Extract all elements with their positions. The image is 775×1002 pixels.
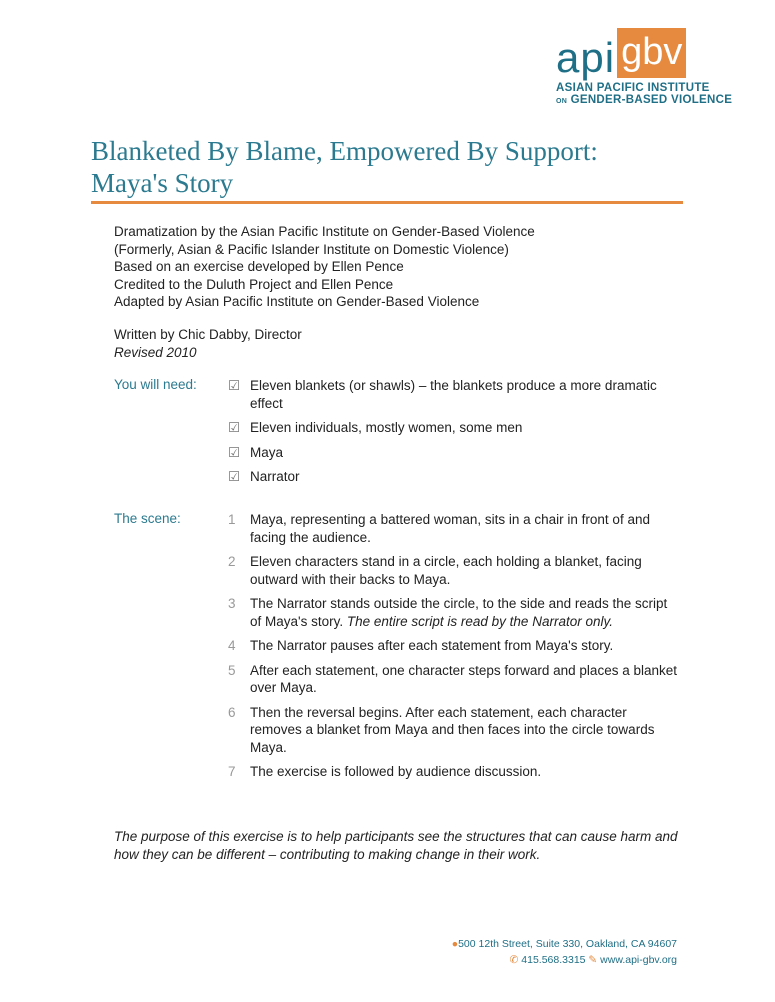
logo-line2	[556, 94, 733, 106]
intro-line: Adapted by Asian Pacific Institute on Gender-Based Violence	[114, 294, 480, 309]
scene-item-number: 4	[228, 638, 236, 653]
authorship-block	[114, 326, 302, 361]
link-icon: ✎	[588, 954, 598, 966]
need-item-text: Eleven individuals, mostly women, some men	[250, 420, 523, 435]
intro-line: (Formerly, Asian & Pacific Islander Institute on Domestic Violence)	[114, 241, 509, 257]
scene-item-text	[250, 704, 678, 757]
need-item	[228, 419, 678, 437]
scene-item-number: 7	[228, 764, 236, 779]
scene-item	[228, 704, 678, 757]
checkbox-icon: ☑	[228, 444, 241, 460]
scene-item	[228, 595, 678, 630]
logo-api: api	[556, 34, 616, 81]
logo-line1: ASIAN PACIFIC INSTITUTE	[556, 82, 710, 94]
title-line2: Maya's Story	[91, 168, 234, 198]
scene-item-number: 5	[228, 662, 236, 678]
intro-block	[114, 223, 535, 311]
need-item	[228, 444, 678, 462]
need-item-text: Narrator	[250, 469, 300, 484]
scene-item-text	[250, 511, 678, 546]
scene-item-number: 1	[228, 512, 236, 527]
checkbox-icon: ☑	[228, 378, 241, 393]
logo-line2-text: GENDER-BASED VIOLENCE	[570, 94, 733, 106]
scene-item	[228, 511, 678, 546]
scene-item-text	[250, 763, 678, 781]
need-item	[228, 377, 678, 412]
logo	[556, 26, 733, 106]
need-item-text: Maya	[250, 444, 284, 460]
scene-label: The scene:	[114, 511, 181, 526]
scene-item-number: 6	[228, 704, 236, 720]
checkbox-icon: ☑	[228, 469, 241, 484]
purpose-statement: The purpose of this exercise is to help participants see the structures that can cause harm and how they can be different – contributing to making change in their work.	[114, 829, 678, 862]
footer-website[interactable]: www.api-gbv.org	[600, 954, 677, 966]
scene-item-body: The exercise is followed by audience discussion.	[250, 764, 542, 779]
scene-item	[228, 637, 678, 655]
logo-line2-prefix: ON	[556, 98, 568, 105]
intro-line: Based on an exercise developed by Ellen Pence	[114, 259, 404, 274]
need-label: You will need:	[114, 377, 197, 392]
intro-line: Dramatization by the Asian Pacific Institute on Gender-Based Violence	[114, 224, 535, 239]
scene-item-text	[250, 595, 678, 630]
intro-line: Credited to the Duluth Project and Ellen Pence	[114, 276, 394, 292]
scene-item-number: 3	[228, 596, 236, 611]
scene-item	[228, 763, 678, 781]
footer-address-line	[452, 936, 677, 952]
scene-item-body: Eleven characters stand in a circle, each holding a blanket, facing outward with their backs to Maya.	[250, 554, 642, 587]
scene-item-number: 2	[228, 554, 236, 569]
checkbox-icon: ☑	[228, 420, 241, 435]
scene-item-text	[250, 637, 678, 655]
footer-contact	[452, 936, 677, 968]
scene-item-emphasis: The entire script is read by the Narrator only.	[346, 613, 613, 629]
logo-wordmark	[556, 26, 688, 81]
scene-item-body: After each statement, one character steps forward and places a blanket over Maya.	[250, 662, 677, 695]
page-title	[91, 135, 598, 199]
scene-item-text	[250, 553, 678, 588]
footer-phone: 415.568.3315	[521, 954, 586, 966]
scene-item	[228, 662, 678, 697]
footer-contact-line	[452, 952, 677, 968]
need-item-text: Eleven blankets (or shawls) – the blankets produce a more dramatic effect	[250, 378, 657, 411]
need-list	[228, 377, 678, 486]
need-item	[228, 468, 678, 486]
footer-address: 500 12th Street, Suite 330, Oakland, CA 94607	[458, 938, 677, 950]
revised-date: Revised 2010	[114, 344, 197, 360]
scene-item-body: Maya, representing a battered woman, sits in a chair in front of and facing the audience.	[250, 512, 650, 545]
written-by: Written by Chic Dabby, Director	[114, 327, 302, 342]
title-line1: Blanketed By Blame, Empowered By Support:	[91, 136, 598, 166]
scene-item-text	[250, 662, 678, 697]
logo-gbv: gbv	[617, 28, 686, 78]
location-icon: ●	[451, 938, 459, 950]
scene-item-body: The Narrator pauses after each statement from Maya's story.	[250, 638, 614, 653]
title-divider	[91, 201, 683, 204]
scene-item	[228, 553, 678, 588]
scene-list	[228, 511, 678, 781]
phone-icon: ✆	[509, 954, 519, 966]
scene-item-body: The Narrator stands outside the circle, to the side and reads the script of Maya's story.	[250, 596, 668, 629]
scene-item-body: Then the reversal begins. After each statement, each character removes a blanket from Maya and then faces into the circle towards Maya.	[250, 704, 655, 755]
